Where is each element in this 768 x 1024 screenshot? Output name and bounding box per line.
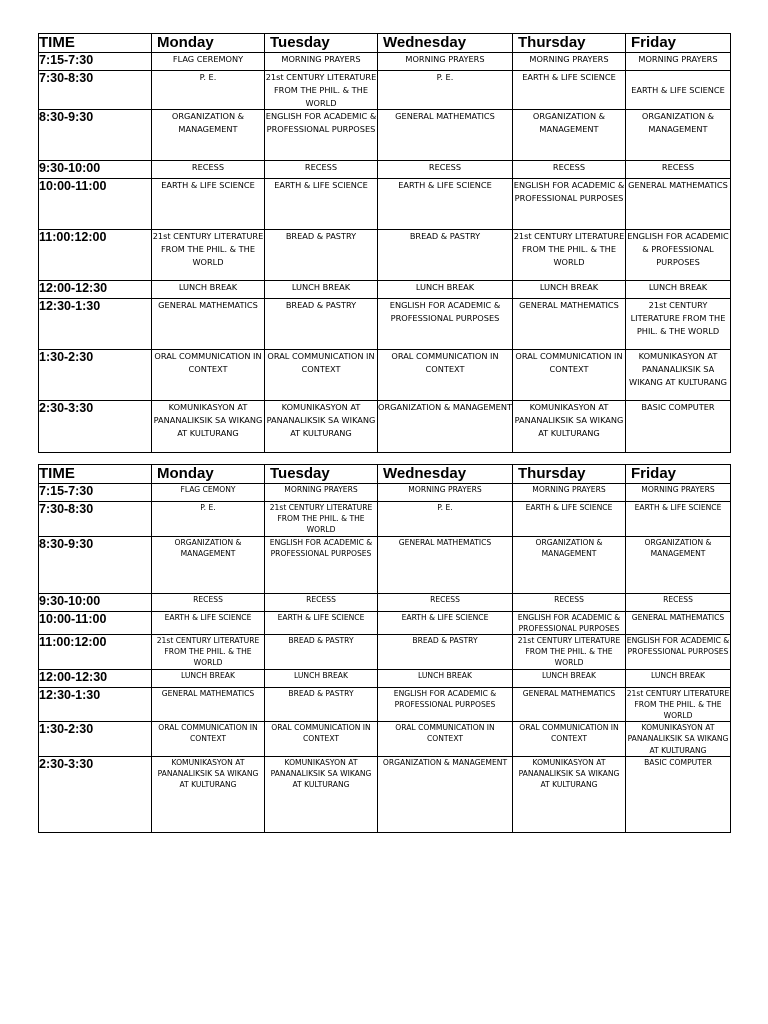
subject-cell: ORGANIZATION & MANAGEMENT [152,536,265,593]
table-row [39,230,731,281]
header-friday: Friday [626,465,731,484]
subject-cell: LUNCH BREAK [265,669,378,687]
subject-cell: 21st CENTURY LITERATURE FROM THE PHIL. & THE WORLD [265,502,378,537]
subject-cell: RECESS [626,161,731,179]
subject-cell: GENERAL MATHEMATICS [513,299,626,350]
subject-cell: 21st CENTURY LITERATURE FROM THE PHIL. & THE WORLD [152,230,265,281]
subject-cell: P. E. [378,502,513,537]
subject-cell: ENGLISH FOR ACADEMIC & PROFESSIONAL PURPOSES [513,179,626,230]
subject-cell: ORGANIZATION & MANAGEMENT [513,536,626,593]
table-row [39,593,731,611]
time-cell: 8:30-9:30 [39,536,152,593]
subject-cell: BREAD & PASTRY [265,299,378,350]
table-row [39,484,731,502]
time-cell: 9:30-10:00 [39,161,152,179]
time-cell: 7:30-8:30 [39,502,152,537]
subject-cell: LUNCH BREAK [152,281,265,299]
subject-cell: FLAG CEREMONY [152,53,265,71]
header-wednesday: Wednesday [378,465,513,484]
schedule-table-1 [38,33,731,453]
table-row [39,110,731,161]
subject-cell: ENGLISH FOR ACADEMIC & PROFESSIONAL PURPOSES [626,230,731,281]
subject-cell: ORAL COMMUNICATION IN CONTEXT [265,350,378,401]
subject-cell: ORGANIZATION & MANAGEMENT [626,536,731,593]
subject-cell: ORAL COMMUNICATION IN CONTEXT [513,722,626,757]
table-row [39,756,731,832]
subject-cell: MORNING PRAYERS [513,53,626,71]
table-row [39,71,731,110]
schedule-table-2 [38,464,731,833]
subject-cell: ORGANIZATION & MANAGEMENT [378,756,513,832]
subject-cell: 21st CENTURY LITERATURE FROM THE PHIL. & THE WORLD [513,230,626,281]
subject-cell: ENGLISH FOR ACADEMIC & PROFESSIONAL PURPOSES [265,110,378,161]
subject-cell: BREAD & PASTRY [265,230,378,281]
subject-cell: MORNING PRAYERS [265,53,378,71]
subject-cell: EARTH & LIFE SCIENCE [513,71,626,110]
subject-cell: BREAD & PASTRY [378,635,513,670]
subject-cell: BREAD & PASTRY [265,687,378,722]
subject-cell: ENGLISH FOR ACADEMIC & PROFESSIONAL PURPOSES [626,635,731,670]
subject-cell: KOMUNIKASYON AT PANANALIKSIK SA WIKANG AT KULTURANG [513,756,626,832]
subject-cell: RECESS [265,593,378,611]
time-cell: 11:00:12:00 [39,230,152,281]
time-cell: 7:30-8:30 [39,71,152,110]
table-row [39,635,731,670]
table-row [39,350,731,401]
header-row [39,465,731,484]
subject-cell: BASIC COMPUTER [626,401,731,453]
subject-cell: LUNCH BREAK [378,281,513,299]
subject-cell: P. E. [152,71,265,110]
subject-cell: ENGLISH FOR ACADEMIC & PROFESSIONAL PURPOSES [378,299,513,350]
subject-cell: KOMUNIKASYON AT PANANALIKSIK SA WIKANG AT KULTURANG [152,401,265,453]
subject-cell: ORAL COMMUNICATION IN CONTEXT [265,722,378,757]
subject-cell: ORGANIZATION & MANAGEMENT [626,110,731,161]
subject-cell: GENERAL MATHEMATICS [626,611,731,634]
header-monday: Monday [152,465,265,484]
subject-cell: ORAL COMMUNICATION IN CONTEXT [152,722,265,757]
table-row [39,536,731,593]
time-cell: 2:30-3:30 [39,756,152,832]
subject-cell: ORGANIZATION & MANAGEMENT [513,110,626,161]
time-cell: 12:00-12:30 [39,669,152,687]
table-row [39,669,731,687]
time-cell: 10:00-11:00 [39,611,152,634]
subject-cell: LUNCH BREAK [378,669,513,687]
subject-cell: RECESS [152,161,265,179]
subject-cell: MORNING PRAYERS [626,484,731,502]
table-row [39,502,731,537]
subject-cell: RECESS [378,161,513,179]
time-cell: 11:00:12:00 [39,635,152,670]
time-cell: 10:00-11:00 [39,179,152,230]
table-row [39,611,731,634]
subject-cell: GENERAL MATHEMATICS [626,179,731,230]
header-thursday: Thursday [513,465,626,484]
subject-cell: ENGLISH FOR ACADEMIC & PROFESSIONAL PURPOSES [265,536,378,593]
subject-cell: KOMUNIKASYON AT PANANALIKSIK SA WIKANG AT KULTURANG [513,401,626,453]
subject-cell: ORAL COMMUNICATION IN CONTEXT [378,722,513,757]
time-cell: 9:30-10:00 [39,593,152,611]
subject-cell: GENERAL MATHEMATICS [152,687,265,722]
subject-cell: 21st CENTURY LITERATURE FROM THE PHIL. & THE WORLD [265,71,378,110]
subject-cell: EARTH & LIFE SCIENCE [152,611,265,634]
time-cell: 7:15-7:30 [39,53,152,71]
subject-cell: EARTH & LIFE SCIENCE [265,179,378,230]
subject-cell: GENERAL MATHEMATICS [152,299,265,350]
time-cell: 1:30-2:30 [39,722,152,757]
header-tuesday: Tuesday [265,465,378,484]
subject-cell: MORNING PRAYERS [513,484,626,502]
table-row [39,722,731,757]
subject-cell: P. E. [378,71,513,110]
subject-cell: ENGLISH FOR ACADEMIC & PROFESSIONAL PURPOSES [513,611,626,634]
subject-cell: RECESS [378,593,513,611]
subject-cell: RECESS [513,161,626,179]
subject-cell: LUNCH BREAK [265,281,378,299]
subject-cell: MORNING PRAYERS [626,53,731,71]
time-cell: 12:30-1:30 [39,687,152,722]
subject-cell: MORNING PRAYERS [378,484,513,502]
subject-cell: RECESS [265,161,378,179]
subject-cell: ORGANIZATION & MANAGEMENT [152,110,265,161]
header-monday: Monday [152,34,265,53]
header-time: TIME [39,34,152,53]
table-row [39,687,731,722]
subject-cell: KOMUNIKASYON AT PANANALIKSIK SA WIKANG AT KULTURANG [626,350,731,401]
time-cell: 12:00-12:30 [39,281,152,299]
subject-cell: EARTH & LIFE SCIENCE [378,611,513,634]
table-row [39,179,731,230]
subject-cell: LUNCH BREAK [513,281,626,299]
subject-cell: ORGANIZATION & MANAGEMENT [378,401,513,453]
subject-cell: ENGLISH FOR ACADEMIC & PROFESSIONAL PURPOSES [378,687,513,722]
subject-cell: LUNCH BREAK [626,281,731,299]
subject-cell: EARTH & LIFE SCIENCE [626,71,731,110]
header-time: TIME [39,465,152,484]
header-wednesday: Wednesday [378,34,513,53]
subject-cell: LUNCH BREAK [626,669,731,687]
subject-cell: KOMUNIKASYON AT PANANALIKSIK SA WIKANG AT KULTURANG [152,756,265,832]
subject-cell: MORNING PRAYERS [265,484,378,502]
subject-cell: MORNING PRAYERS [378,53,513,71]
subject-cell: GENERAL MATHEMATICS [513,687,626,722]
subject-cell: GENERAL MATHEMATICS [378,110,513,161]
subject-cell: ORAL COMMUNICATION IN CONTEXT [152,350,265,401]
table-row [39,281,731,299]
table-row [39,299,731,350]
subject-cell: ORAL COMMUNICATION IN CONTEXT [378,350,513,401]
subject-cell: BREAD & PASTRY [265,635,378,670]
subject-cell: LUNCH BREAK [513,669,626,687]
subject-cell: RECESS [513,593,626,611]
subject-cell: RECESS [152,593,265,611]
time-cell: 7:15-7:30 [39,484,152,502]
subject-cell: EARTH & LIFE SCIENCE [513,502,626,537]
subject-cell: 21st CENTURY LITERATURE FROM THE PHIL. & THE WORLD [626,299,731,350]
subject-cell: 21st CENTURY LITERATURE FROM THE PHIL. & THE WORLD [626,688,730,721]
header-tuesday: Tuesday [265,34,378,53]
time-cell: 1:30-2:30 [39,350,152,401]
time-cell: 8:30-9:30 [39,110,152,161]
table-row [39,53,731,71]
subject-cell: LUNCH BREAK [152,669,265,687]
subject-cell: 21st CENTURY LITERATURE FROM THE PHIL. & THE WORLD [152,635,265,670]
subject-cell: KOMUNIKASYON AT PANANALIKSIK SA WIKANG AT KULTURANG [265,756,378,832]
subject-cell: EARTH & LIFE SCIENCE [152,179,265,230]
subject-cell: BREAD & PASTRY [378,230,513,281]
subject-cell: KOMUNIKASYON AT PANANALIKSIK SA WIKANG AT KULTURANG [265,401,378,453]
time-cell: 12:30-1:30 [39,299,152,350]
subject-cell: P. E. [152,502,265,537]
subject-cell: BASIC COMPUTER [626,756,731,832]
subject-cell: RECESS [626,593,731,611]
subject-cell: EARTH & LIFE SCIENCE [265,611,378,634]
time-cell: 2:30-3:30 [39,401,152,453]
header-row [39,34,731,53]
subject-cell: KOMUNIKASYON AT PANANALIKSIK SA WIKANG AT KULTURANG [626,722,731,757]
subject-cell: 21st CENTURY LITERATURE FROM THE PHIL. & THE WORLD [513,635,626,670]
subject-cell: GENERAL MATHEMATICS [378,536,513,593]
table-row [39,161,731,179]
table-row [39,401,731,453]
header-thursday: Thursday [513,34,626,53]
header-friday: Friday [626,34,731,53]
subject-cell: EARTH & LIFE SCIENCE [378,179,513,230]
subject-cell: ORAL COMMUNICATION IN CONTEXT [513,350,626,401]
subject-cell: EARTH & LIFE SCIENCE [626,502,731,537]
subject-cell: FLAG CEMONY [152,484,265,502]
